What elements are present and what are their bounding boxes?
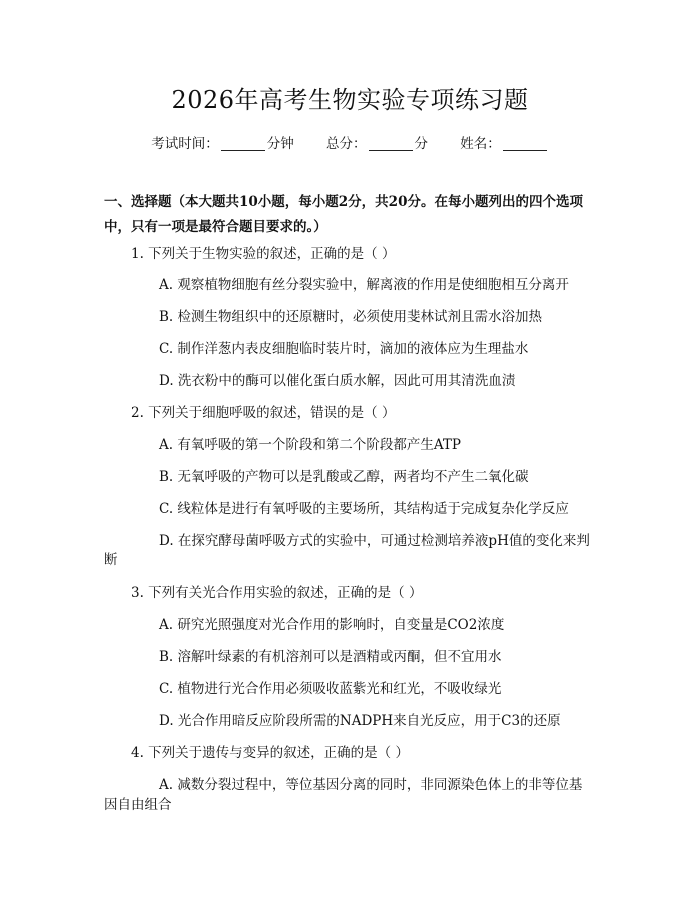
option-d: D. 在探究酵母菌呼吸方式的实验中，可通过检测培养液pH值的变化来判 [159, 533, 590, 549]
score-unit: 分 [414, 136, 428, 152]
option-c: C. 制作洋葱内表皮细胞临时装片时，滴加的液体应为生理盐水 [159, 341, 529, 357]
time-label: 考试时间： [151, 136, 219, 152]
option-c: C. 线粒体是进行有氧呼吸的主要场所，其结构适于完成复杂化学反应 [159, 501, 569, 517]
option-b: B. 溶解叶绿素的有机溶剂可以是酒精或丙酮，但不宜用水 [159, 649, 502, 665]
question-stem: 1. 下列关于生物实验的叙述，正确的是（ ） [131, 246, 396, 262]
option-a: A. 减数分裂过程中，等位基因分离的同时，非同源染色体上的非等位基 [159, 777, 583, 793]
question-stem: 4. 下列关于遗传与变异的叙述，正确的是（ ） [131, 745, 409, 761]
option-a-continuation: 因自由组合 [104, 797, 172, 813]
option-a: A. 研究光照强度对光合作用的影响时，自变量是CO2浓度 [159, 617, 505, 633]
option-d-continuation: 断 [104, 552, 118, 568]
option-a: A. 有氧呼吸的第一个阶段和第二个阶段都产生ATP [159, 437, 461, 453]
time-field [151, 136, 298, 152]
section-heading: 一、选择题（本大题共10小题，每小题2分，共20分。在每小题列出的四个选项中，只有一项是最符合题目要求的。） [104, 194, 583, 235]
name-blank [503, 136, 547, 151]
option-b: B. 检测生物组织中的还原糖时，必须使用斐林试剂且需水浴加热 [159, 309, 543, 325]
score-field [326, 136, 432, 152]
option-a: A. 观察植物细胞有丝分裂实验中，解离液的作用是使细胞相互分离开 [159, 277, 569, 293]
option-d: D. 光合作用暗反应阶段所需的NADPH来自光反应，用于C3的还原 [159, 713, 561, 729]
option-c: C. 植物进行光合作用必须吸收蓝紫光和红光，不吸收绿光 [159, 681, 502, 697]
question-stem: 3. 下列有关光合作用实验的叙述，正确的是（ ） [131, 585, 423, 601]
exam-meta [0, 132, 700, 152]
option-d: D. 洗衣粉中的酶可以催化蛋白质水解，因此可用其清洗血渍 [159, 373, 516, 389]
question-stem: 2. 下列关于细胞呼吸的叙述，错误的是（ ） [131, 405, 396, 421]
score-label: 总分： [326, 136, 367, 152]
name-field [460, 136, 549, 152]
page-title: 2026年高考生物实验专项练习题 [171, 86, 529, 114]
option-b: B. 无氧呼吸的产物可以是乳酸或乙醇，两者均不产生二氧化碳 [159, 469, 529, 485]
name-label: 姓名： [460, 136, 501, 152]
time-blank [221, 136, 265, 151]
time-unit: 分钟 [266, 136, 294, 152]
score-blank [369, 136, 413, 151]
